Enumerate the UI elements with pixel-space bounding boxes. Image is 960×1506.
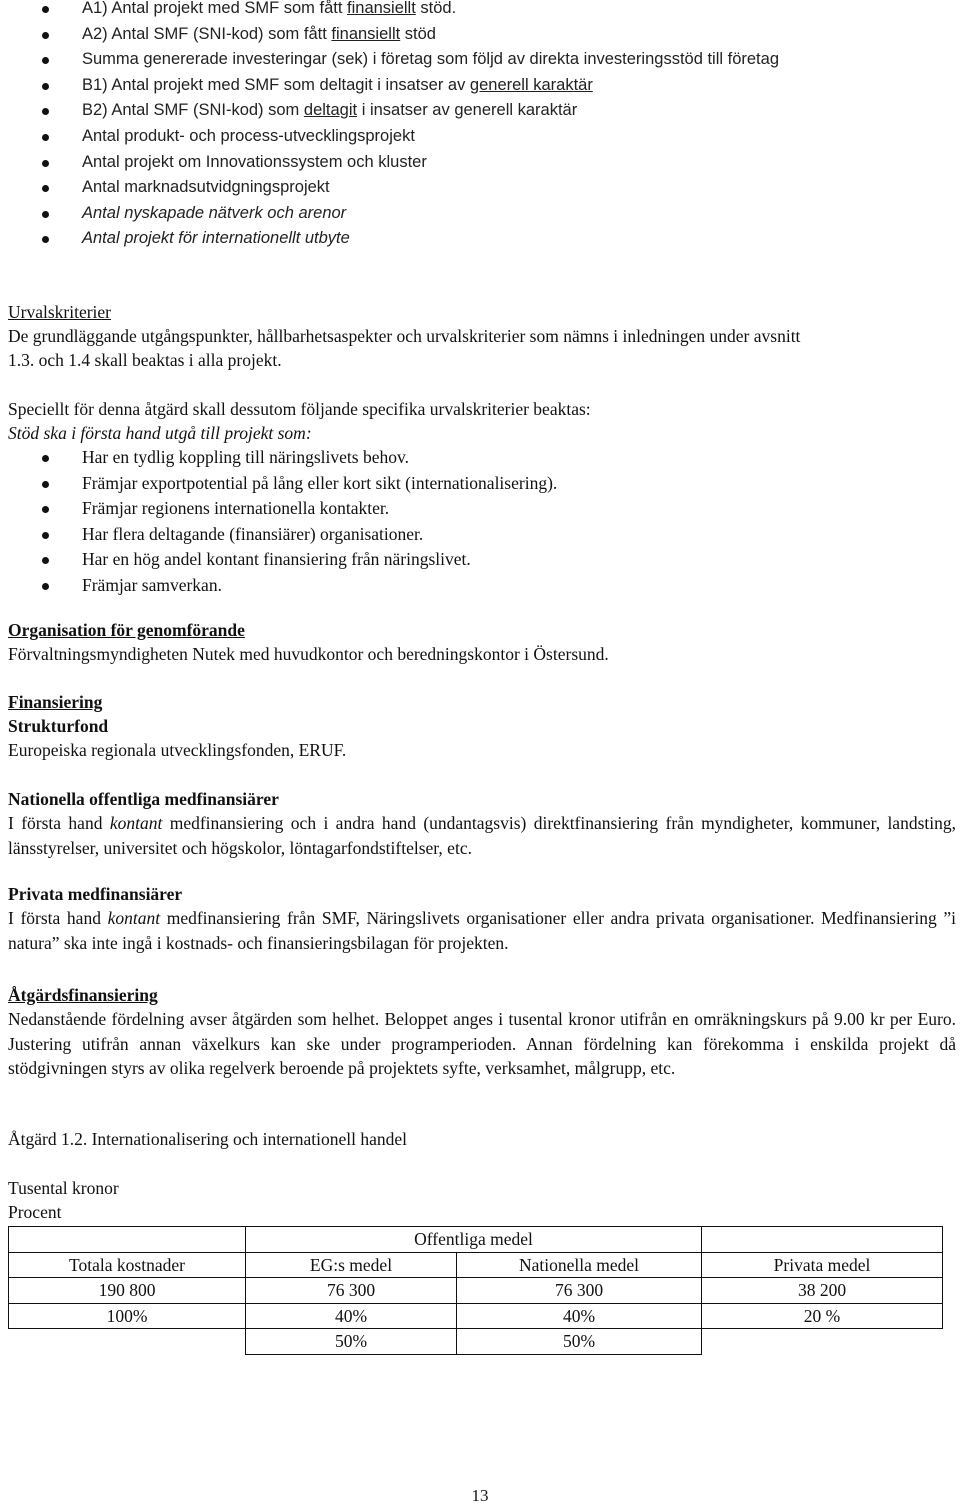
table-cell: 40%: [246, 1303, 457, 1329]
bullet-icon: [42, 211, 49, 218]
item-text: A2) Antal SMF (SNI-kod) som fått: [82, 24, 332, 43]
table-header-cell: Privata medel: [702, 1252, 943, 1278]
table-row: [9, 1227, 943, 1253]
emphasis-text: kontant: [107, 908, 161, 928]
item-text: Har flera deltagande (finansiärer) organisationer.: [82, 523, 424, 544]
nat-paragraph: [8, 811, 956, 860]
item-text: Antal nyskapade nätverk och arenor: [82, 203, 347, 222]
item-text: Har en tydlig koppling till näringslivets behov.: [82, 447, 409, 467]
section-heading-fin: Finansiering: [8, 692, 103, 712]
bullet-icon: [42, 532, 49, 539]
bullet-icon: [42, 134, 49, 141]
org-text: Förvaltningsmyndigheten Nutek med huvudkontor och beredningskontor i Östersund.: [8, 644, 609, 664]
list-item: [42, 522, 557, 548]
list-item: [42, 496, 557, 522]
bullet-icon: [42, 557, 49, 564]
item-text: stöd: [400, 24, 436, 43]
table-header-cell: EG:s medel: [246, 1252, 457, 1278]
bullet-icon: [42, 57, 49, 64]
item-text: stöd.: [415, 0, 457, 17]
bullet-icon: [42, 481, 49, 488]
underlined-text: finansiellt: [347, 0, 416, 17]
table-row: [9, 1252, 943, 1278]
item-text: Har en hög andel kontant finansiering från näringslivet.: [82, 549, 471, 569]
fin-text: Europeiska regionala utvecklingsfonden, ERUF.: [8, 740, 347, 760]
section-heading-nat: Nationella offentliga medfinansiärer: [8, 789, 279, 809]
underlined-text: finansiellt: [331, 24, 401, 43]
list-item: [42, 547, 557, 573]
item-text: A1) Antal projekt med SMF som fått: [82, 0, 348, 17]
underlined-text: deltagit: [303, 101, 358, 120]
urval-text-line: 1.3. och 1.4 skall beaktas i alla projekt.: [8, 350, 282, 370]
emphasis-text: kontant: [109, 813, 163, 833]
list-item: [42, 124, 952, 150]
bullet-icon: [42, 108, 49, 115]
item-text: Antal projekt för internationellt utbyte: [82, 229, 350, 248]
list-item: [42, 150, 952, 176]
table-cell: 38 200: [702, 1278, 943, 1304]
table-cell: 100%: [9, 1303, 246, 1329]
list-item: [42, 445, 557, 471]
page-number: 13: [471, 1486, 489, 1505]
fin-subheading: Strukturfond: [8, 716, 109, 736]
list-item: [42, 471, 557, 497]
item-text: i insatser av generell karaktär: [357, 101, 578, 120]
list-item: [42, 226, 952, 252]
measure-title: Åtgärd 1.2. Internationalisering och internationell handel: [8, 1129, 407, 1149]
table-cell: 40%: [457, 1303, 702, 1329]
table-cell: 76 300: [246, 1278, 457, 1304]
paragraph-text: medfinansiering från SMF, Näringslivets organisationer eller andra privata organisationer. Medfinansiering ”i natura” ska inte ingå i kostnads- och finansieringsbilagan för projekten.: [8, 908, 956, 953]
urval-special-text: Speciellt för denna åtgärd skall dessutom följande specifika urvalskriterier beaktas:: [8, 399, 591, 419]
paragraph-text: I första hand: [8, 813, 110, 833]
indicator-list: [42, 0, 952, 252]
bullet-icon: [42, 160, 49, 167]
table-group-header: Offentliga medel: [246, 1227, 702, 1253]
section-heading-urval: Urvalskriterier: [8, 302, 112, 322]
item-text: B1) Antal projekt med SMF som deltagit i insatser av: [82, 75, 470, 94]
list-item: [42, 175, 952, 201]
bullet-icon: [42, 32, 49, 39]
urval-support-text: Stöd ska i första hand utgå till projekt som:: [8, 423, 312, 443]
bullet-icon: [42, 185, 49, 192]
list-item: [42, 22, 952, 48]
unit-label: Procent: [8, 1202, 62, 1222]
item-text: Antal projekt om Innovationssystem och kluster: [82, 152, 427, 171]
list-item: [42, 47, 952, 73]
table-cell: 190 800: [9, 1278, 246, 1304]
table-header-cell: Totala kostnader: [9, 1252, 246, 1278]
list-item: [42, 573, 557, 599]
item-text: Främjar exportpotential på lång eller kort sikt (internationalisering).: [82, 472, 558, 493]
table-row: [9, 1278, 943, 1304]
paragraph-text: I första hand: [8, 908, 108, 928]
list-item: [42, 98, 952, 124]
item-text: Summa genererade investeringar (sek) i företag som följd av direkta investeringsstöd till företag: [82, 50, 779, 69]
table-cell: 20 %: [702, 1303, 943, 1329]
table-header-cell: Nationella medel: [457, 1252, 702, 1278]
criteria-list: [42, 445, 557, 598]
table-cell: 50%: [457, 1329, 702, 1355]
item-text: Främjar samverkan.: [82, 574, 222, 595]
atg-paragraph: Nedanstående fördelning avser åtgärden som helhet. Beloppet anges i tusental kronor utifrån en omräkningskurs på 9.00 kr per Euro. Justering utifrån annan växelkurs kan ske under programperioden. Annan fördelning kan förekomma i enskilda projekt då stödgivningen styrs av olika regelverk beroende på projektets syfte, verksamhet, målgrupp, etc.: [8, 1009, 956, 1078]
priv-paragraph: [8, 906, 956, 955]
list-item: [42, 0, 952, 22]
section-heading-org: Organisation för genomförande: [8, 620, 245, 640]
urval-text-line: De grundläggande utgångspunkter, hållbarhetsaspekter och urvalskriterier som nämns i inledningen under avsnitt: [8, 326, 801, 346]
section-heading-priv: Privata medfinansiärer: [8, 884, 183, 904]
bullet-icon: [42, 583, 49, 590]
bullet-icon: [42, 236, 49, 243]
table-row: [9, 1329, 943, 1355]
unit-label: Tusental kronor: [8, 1178, 119, 1198]
table-cell: [702, 1227, 943, 1253]
table-cell: 50%: [246, 1329, 457, 1355]
item-text: Antal marknadsutvidgningsprojekt: [82, 178, 330, 197]
financing-table: [8, 1226, 943, 1355]
item-text: Främjar regionens internationella kontakter.: [82, 498, 390, 518]
underlined-text: generell karaktär: [469, 75, 593, 94]
list-item: [42, 201, 952, 227]
table-cell: [702, 1329, 943, 1355]
table-cell: [9, 1227, 246, 1253]
paragraph-text: medfinansiering och i andra hand (undantagsvis) direktfinansiering från myndigheter, kommuner, landsting, länsstyrelser, universitet och högskolor, löntagarfondstiftelser, etc.: [8, 813, 956, 858]
table-row: [9, 1303, 943, 1329]
bullet-icon: [42, 455, 49, 462]
item-text: Antal produkt- och process-utvecklingsprojekt: [82, 126, 415, 145]
bullet-icon: [42, 506, 49, 513]
table-cell: 76 300: [457, 1278, 702, 1304]
section-heading-atg: Åtgärdsfinansiering: [8, 985, 158, 1005]
item-text: B2) Antal SMF (SNI-kod) som: [82, 101, 304, 120]
list-item: [42, 73, 952, 99]
bullet-icon: [42, 6, 49, 13]
table-cell: [9, 1329, 246, 1355]
bullet-icon: [42, 83, 49, 90]
